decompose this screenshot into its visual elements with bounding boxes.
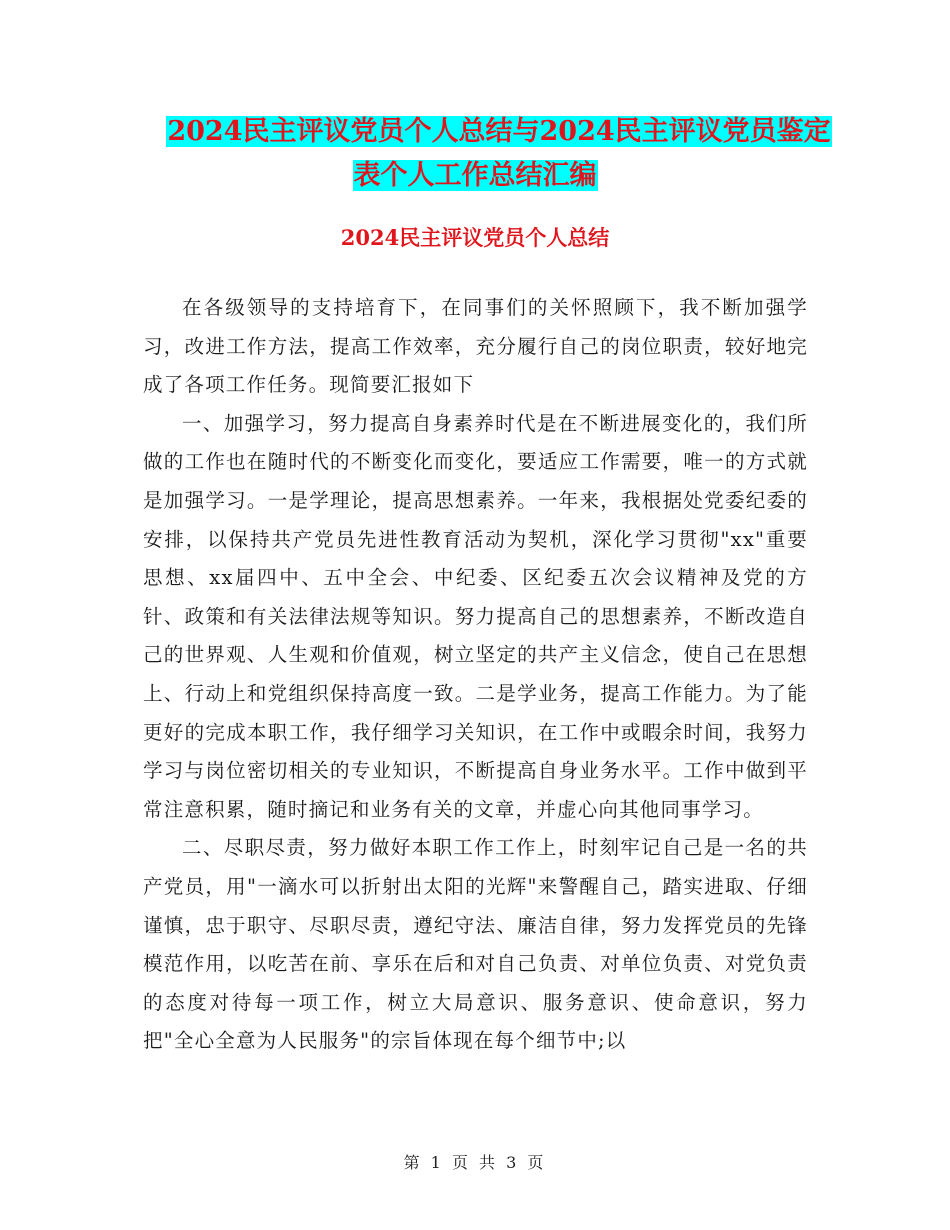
- paragraph: 一、加强学习，努力提高自身素养时代是在不断进展变化的，我们所做的工作也在随时代的不断变化而变化，要适应工作需要，唯一的方式就是加强学习。一是学理论，提高思想素养。一年来，我根据处党委纪委的安排，以保持共产党员先进性教育活动为契机，深化学习贯彻"xx"重要思想、xx届四中、五中全会、中纪委、区纪委五次会议精神及党的方针、政策和有关法律法规等知识。努力提高自己的思想素养，不断改造自己的世界观、人生观和价值观，树立坚定的共产主义信念，使自己在思想上、行动上和党组织保持高度一致。二是学业务，提高工作能力。为了能更好的完成本职工作，我仔细学习关知识，在工作中或暇余时间，我努力学习与岗位密切相关的专业知识，不断提高自身业务水平。工作中做到平常注意积累，随时摘记和业务有关的文章，并虚心向其他同事学习。: [143, 411, 808, 821]
- page-footer: 第 1 页 共 3 页: [403, 1153, 547, 1172]
- paragraph: 在各级领导的支持培育下，在同事们的关怀照顾下，我不断加强学习，改进工作方法，提高工作效率，充分履行自己的岗位职责，较好地完成了各项工作任务。现简要汇报如下: [143, 296, 808, 397]
- paragraph: 二、尽职尽责，努力做好本职工作工作上，时刻牢记自己是一名的共产党员，用"一滴水可以折射出太阳的光辉"来警醒自己，踏实进取、仔细谨慎，忠于职守、尽职尽责，遵纪守法、廉洁自律，努力发挥党员的先锋模范作用，以吃苦在前、享乐在后和对自己负责、对单位负责、对党负责的态度对待每一项工作，树立大局意识、服务意识、使命意识，努力把"全心全意为人民服务"的宗旨体现在每个细节中;以: [143, 836, 808, 1053]
- document-title-text-1: 2024民主评议党员个人总结与2024民主评议党员鉴定: [167, 116, 831, 147]
- section-heading: 2024民主评议党员个人总结: [340, 225, 610, 250]
- document-title-line-2: [0, 154, 950, 198]
- document-title-text-2: 表个人工作总结汇编: [353, 160, 597, 191]
- document-title-line-1: [24, 110, 950, 154]
- document-body: [143, 289, 808, 1061]
